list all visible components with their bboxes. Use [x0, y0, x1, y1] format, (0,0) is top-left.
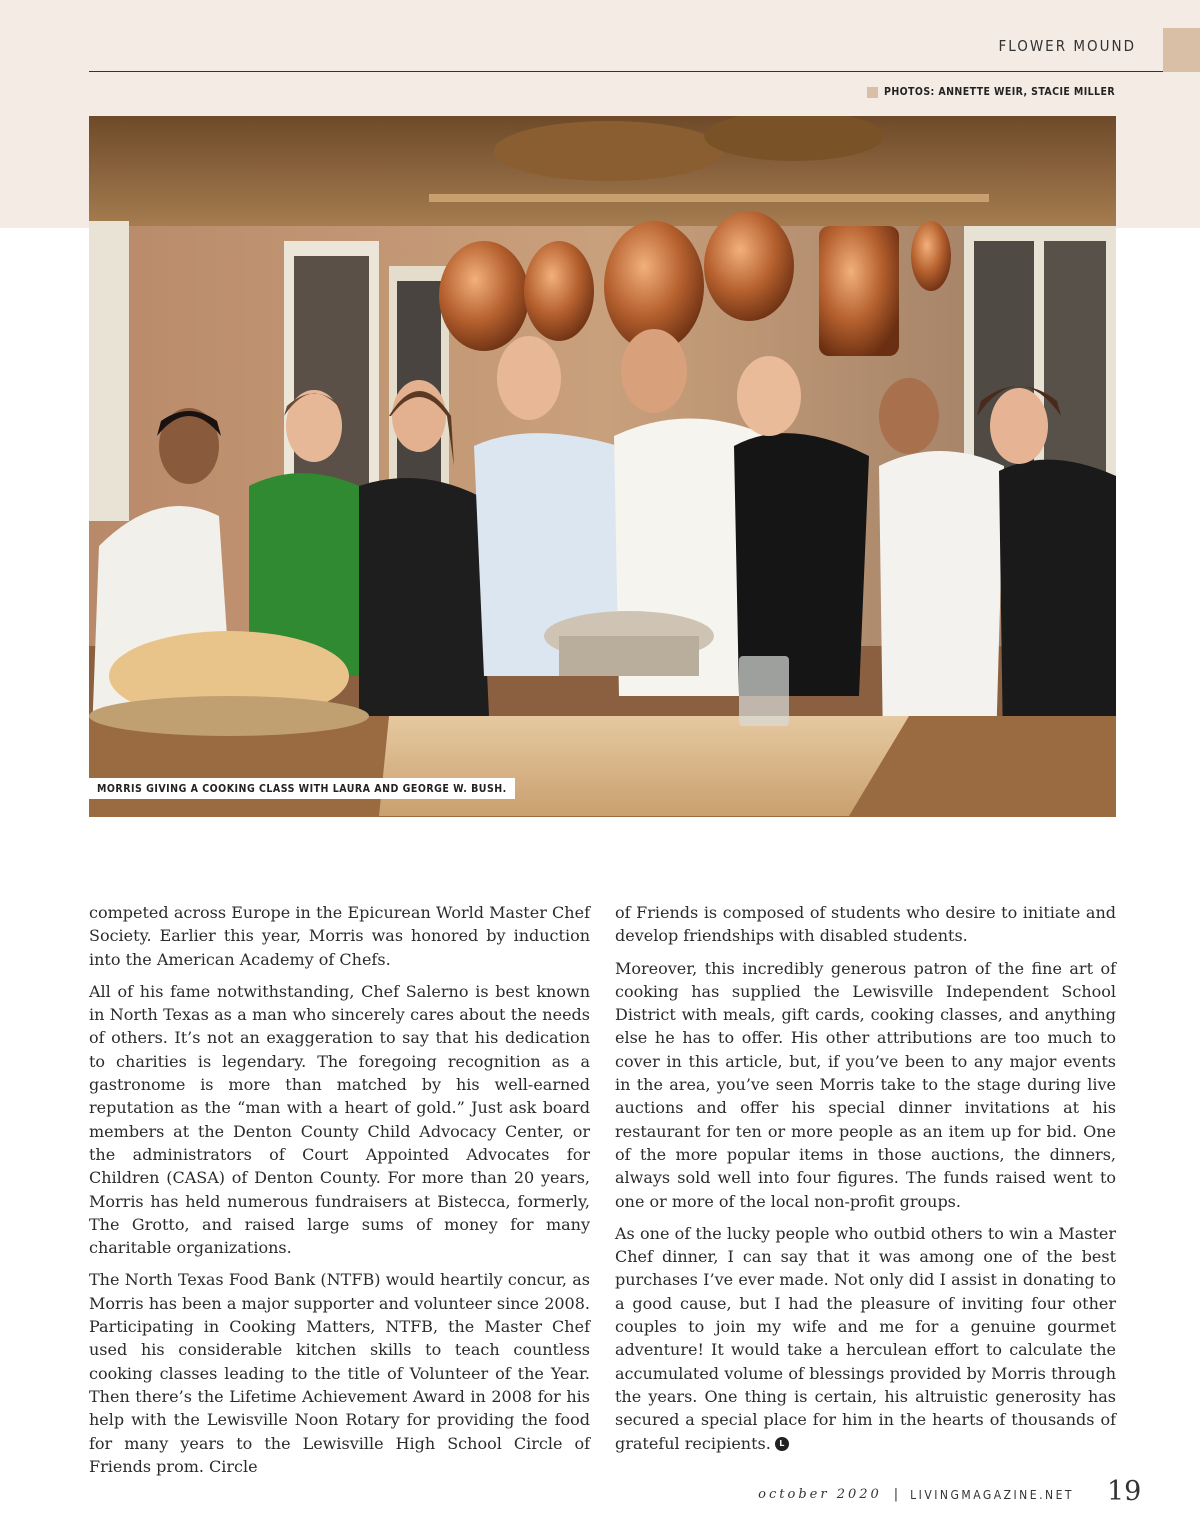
article-paragraph: The North Texas Food Bank (NTFB) would heartily concur, as Morris has been a major supporter and volunteer since 2008. Participating in Cooking Matters, NTFB, the Master Chef used his considerable kitchen skills to teach countless cooking classes leading to the title of Volunteer of the Year. Then there’s the Lifetime Achievement Award in 2008 for his help with the Lewisville Noon Rotary for providing the food for many years to the Lewisville High School Circle of Friends prom. Circle: [89, 1270, 590, 1476]
credit-square-icon: [867, 87, 878, 98]
article-paragraph: of Friends is composed of students who desire to initiate and develop friendships with disabled students.: [615, 903, 1116, 946]
photo-illustration: [89, 116, 1116, 817]
page-footer: [758, 1487, 1074, 1502]
article-paragraph: competed across Europe in the Epicurean World Master Chef Society. Earlier this year, Morris was honored by induction into the American Academy of Chefs.: [89, 903, 590, 969]
article-paragraph-text: As one of the lucky people who outbid others to win a Master Chef dinner, I can say that it was among one of the best purchases I’ve ever made. Not only did I assist in donating to a good cause, but I had the pleasure of inviting four other couples to join my wife and me for a genuine gourmet adventure! It would take a herculean effort to calculate the accumulated volume of blessings provided by Morris through the years. One thing is certain, his altruistic generosity has secured a special place for him in the hearts of thousands of grateful recipients.: [615, 1223, 1116, 1453]
living-magazine-logo-icon: L: [775, 1437, 789, 1451]
header-rule: [89, 71, 1163, 72]
article-paragraph-final: [615, 1222, 1116, 1455]
photo-credit-text: PHOTOS: ANNETTE WEIR, STACIE MILLER: [884, 86, 1115, 98]
section-tab-marker: [1163, 28, 1200, 72]
section-label: FLOWER MOUND: [998, 37, 1136, 55]
article-column-left: [89, 901, 590, 1487]
kitchen-group-photo: [89, 116, 1116, 817]
footer-separator: |: [893, 1487, 899, 1502]
photo-caption: MORRIS GIVING A COOKING CLASS WITH LAURA AND GEORGE W. BUSH.: [89, 778, 515, 799]
page-number: 19: [1107, 1476, 1142, 1507]
footer-issue-date: october 2020: [758, 1487, 882, 1502]
photo-credit: [867, 86, 1115, 98]
footer-website: LIVINGMAGAZINE.NET: [910, 1487, 1074, 1502]
article-column-right: [615, 901, 1116, 1464]
article-paragraph: Moreover, this incredibly generous patron of the fine art of cooking has supplied the Lewisville Independent School District with meals, gift cards, cooking classes, and anything else he has to offer. His other attributions are too much to cover in this article, but, if you’ve been to any major events in the area, you’ve seen Morris take to the stage during live auctions and offer his special dinner invitations at his restaurant for ten or more people as an item up for bid. One of the more popular items in those auctions, the dinners, always sold well into four figures. The funds raised went to one or more of the local non-profit groups.: [615, 958, 1116, 1211]
article-paragraph: All of his fame notwithstanding, Chef Salerno is best known in North Texas as a man who sincerely cares about the needs of others. It’s not an exaggeration to say that his dedication to charities is legendary. The foregoing recognition as a gastronome is more than matched by his well-earned reputation as the “man with a heart of gold.” Just ask board members at the Denton County Child Advocacy Center, or the administrators of Court Appointed Advocates for Children (CASA) of Denton County. For more than 20 years, Morris has held numerous fundraisers at Bistecca, formerly, The Grotto, and raised large sums of money for many charitable organizations.: [89, 981, 590, 1258]
